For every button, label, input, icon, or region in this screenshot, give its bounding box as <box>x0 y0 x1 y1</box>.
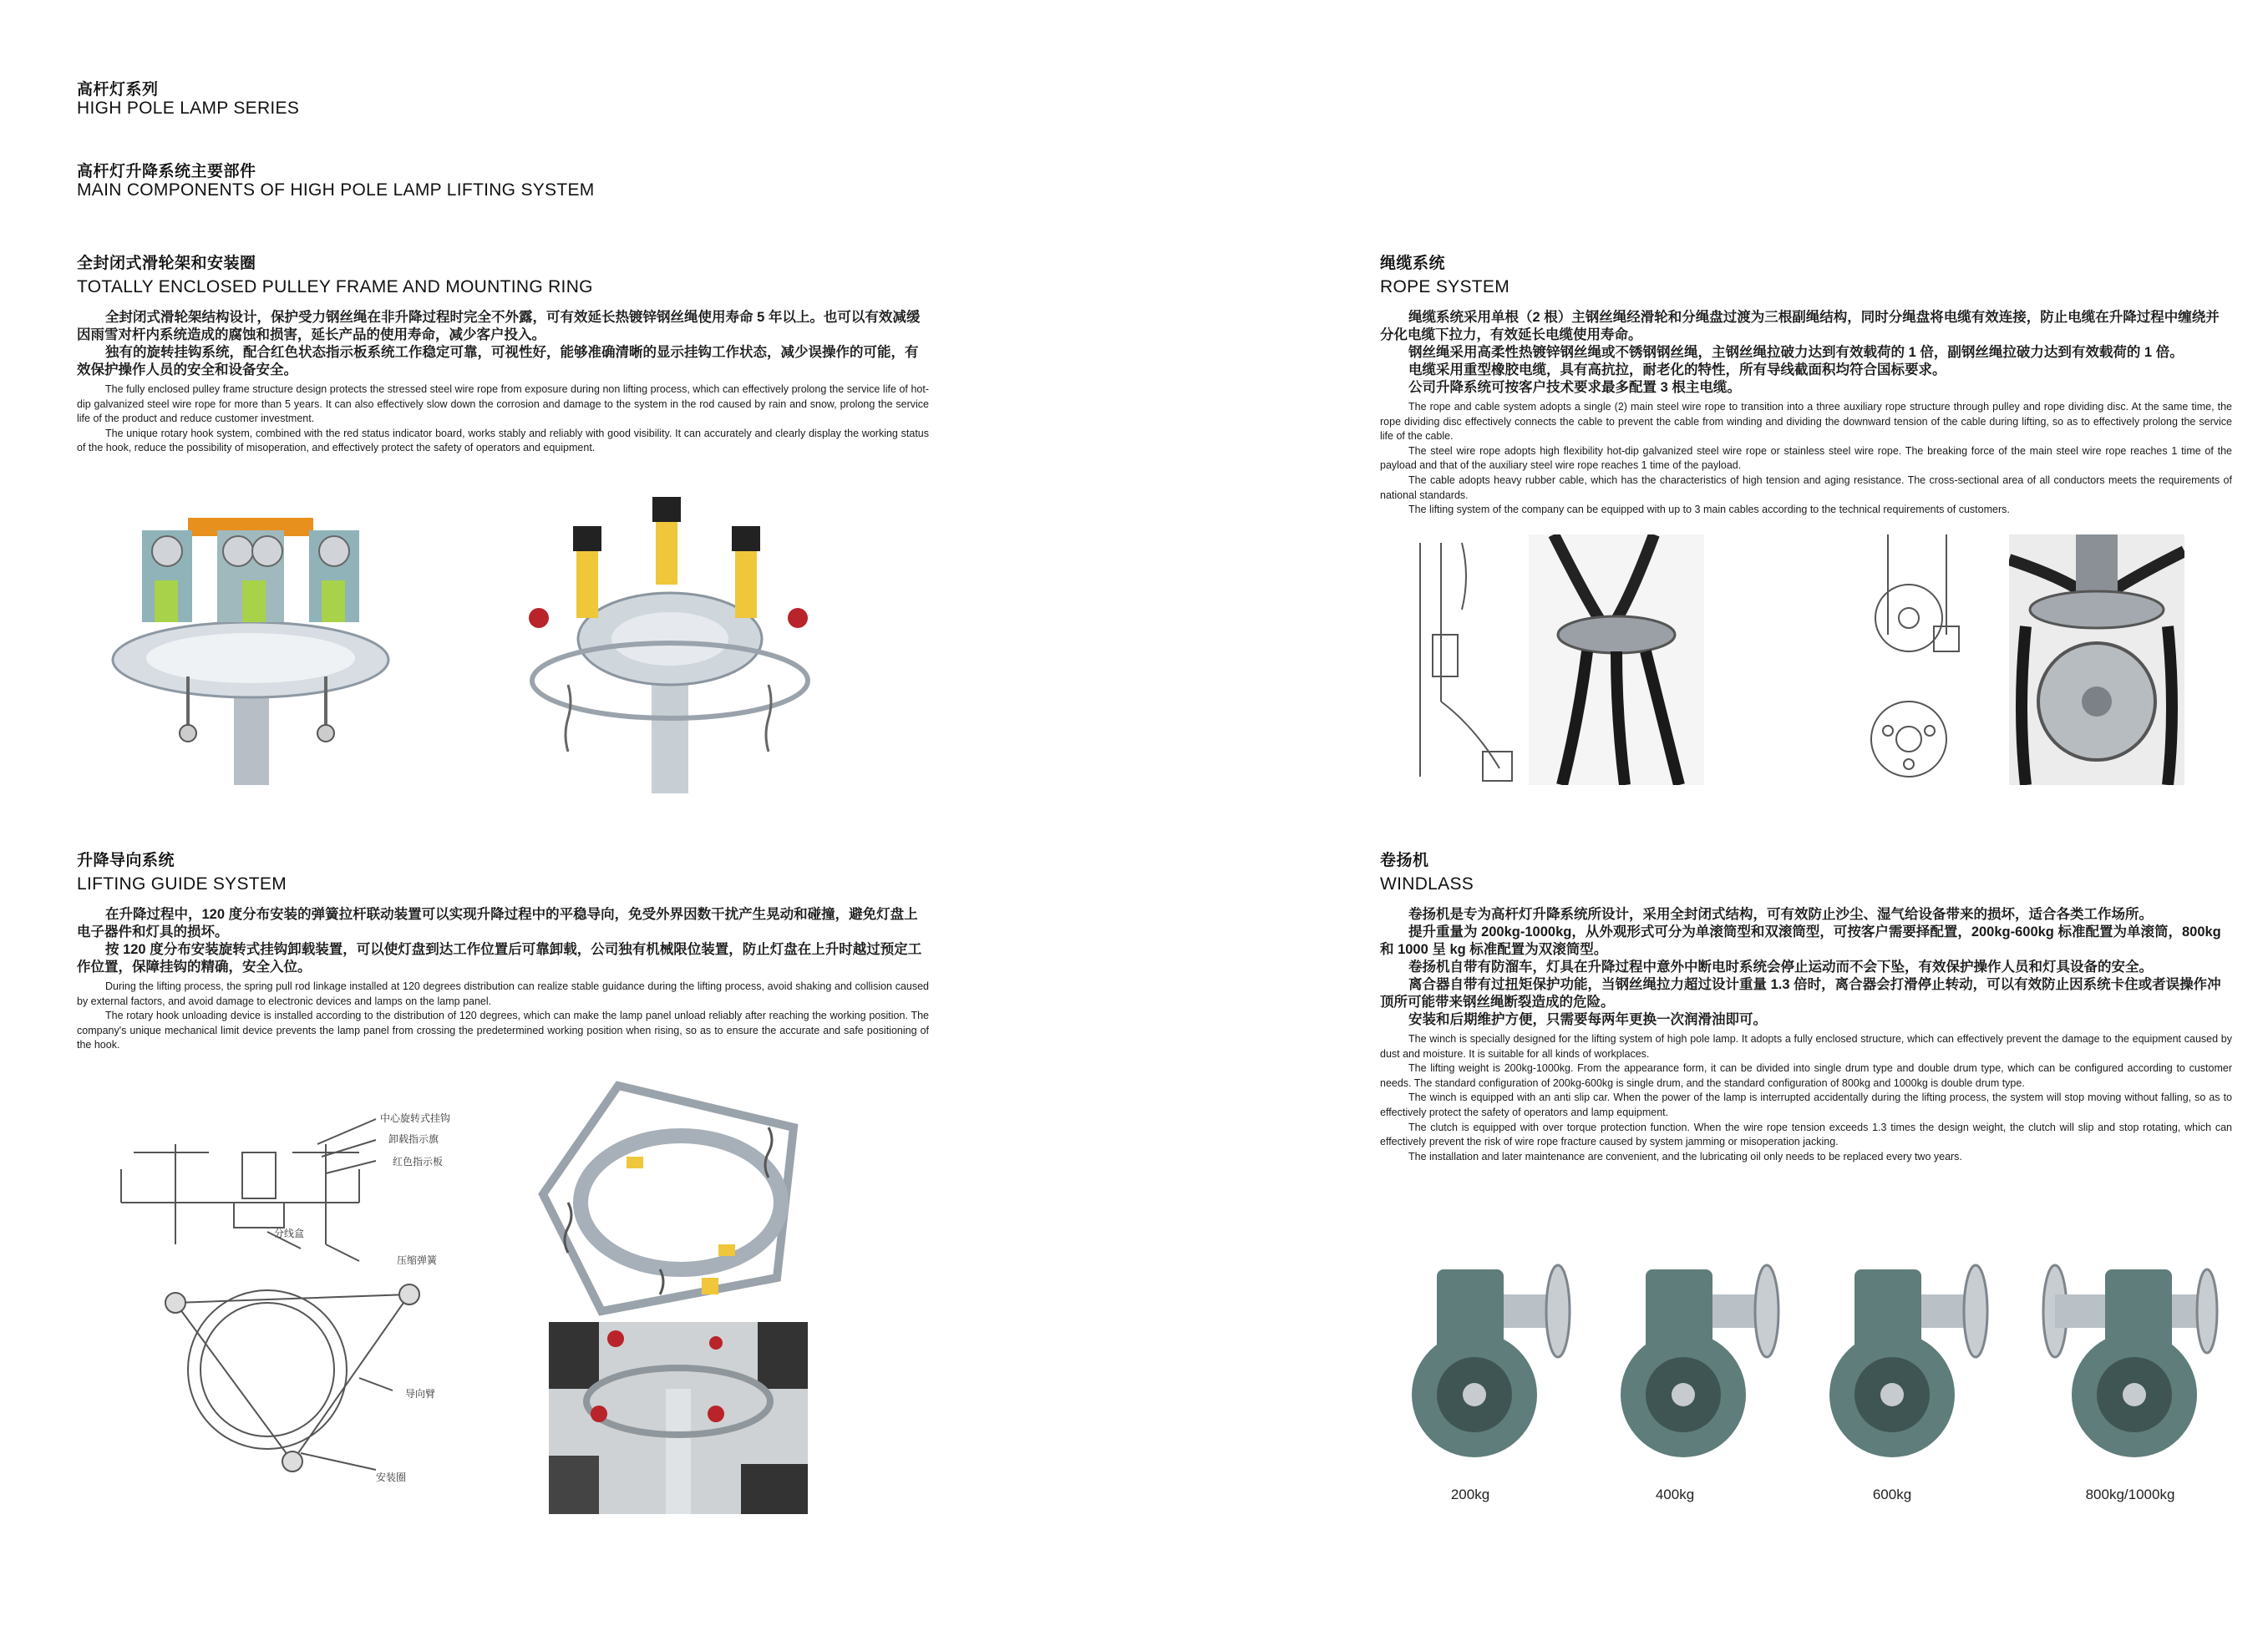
windlass-text-cn: 卷扬机是专为高杆灯升降系统所设计，采用全封闭式结构，可有效防止沙尘、湿气给设备带来的损坏，适合各类工作场所。 提升重量为 200kg-1000kg，从外观形式可分为单滚筒型和双滚筒型，可按客户需要择配置，200kg-600kg 标准配置为单滚筒，800kg 和 1000 呈 kg 标准配置为双滚筒型。 卷扬机自带有防溜车，灯具在升降过程中意外中断电时系统会停止运动而不会下坠，有效保护操作人员和灯具设备的安全。 离合器自带有过扭矩保护功能，当钢丝绳拉力超过设计重量 1.3 倍时，离合器会打滑停止转动，可以有效防止因系统卡住或者误操作冲顶所可能带来钢丝绳断裂造成的危险。 安装和后期维护方便，只需要每两年更换一次润滑油即可。 <box>1380 907 2221 1027</box>
pulley-section <box>77 251 929 456</box>
label-spring: 压缩弹簧 <box>397 1254 438 1266</box>
label-board: 红色指示板 <box>393 1156 444 1168</box>
windlass-section <box>1380 848 2232 1164</box>
rope-title-en: ROPE SYSTEM <box>1380 277 1509 296</box>
label-ring: 安装圈 <box>376 1472 407 1483</box>
pulley-title-cn: 全封闭式滑轮架和安装圈 <box>77 255 256 272</box>
winch-caption-400kg: 400kg <box>1655 1487 1695 1502</box>
winch-caption-200kg: 200kg <box>1450 1487 1490 1502</box>
rope-dividing-disc-image <box>1529 534 1704 785</box>
guide-section <box>77 848 929 1053</box>
series-title-cn: 高杆灯系列 <box>77 81 159 99</box>
windlass-title-cn: 卷扬机 <box>1380 852 1429 869</box>
winch-image-600kg <box>1821 1253 2013 1461</box>
winch-image-400kg <box>1612 1253 1804 1461</box>
rope-text-en: The rope and cable system adopts a single (2) main steel wire rope to transition into a three auxiliary rope structure through pulley and rope dividing disc. At the same time, the rope dividing disc effectively connects the cable to prevent the cable from winding and dividing the downward tension of the cable during lifting, so as to effectively prolong the service life of the cable. The steel wire rope adopts high flexibility hot-dip galvanized steel wire rope or stainless steel wire rope. The breaking force of the main steel wire rope reaches 1 time of the payload and that of the auxiliary steel wire rope reaches 1 time of the payload. The cable adopts heavy rubber cable, which has the characteristics of high tension and aging resistance. The cross-sectional area of all conductors meets the requirements of national standards. The lifting system of the company can be equipped with up to 3 main cables according to the technical requirements of customers. <box>1380 401 2232 516</box>
guide-text-en: During the lifting process, the spring pull rod linkage installed at 120 degrees distribution can realize stable guidance during the lifting process, avoid shaking and collision caused by external factors, and avoid damage to electronic devices and lamps on the lamp panel. The rotary hook unloading device is installed according to the distribution of 120 degrees, which can make the lamp panel unload reliably after reaching the working position. The company's unique mechanical limit device prevents the lamp panel from crossing the predetermined working position when rising, so as to ensure the accurate and safe positioning of the hook. <box>77 980 929 1051</box>
main-title-en: MAIN COMPONENTS OF HIGH POLE LAMP LIFTING SYSTEM <box>77 180 595 200</box>
mounting-ring-image <box>518 493 819 793</box>
winch-image-200kg <box>1403 1253 1596 1461</box>
label-box: 分线盒 <box>274 1228 305 1239</box>
winch-caption-600kg: 600kg <box>1872 1487 1912 1502</box>
pulley-frame-image <box>109 493 409 785</box>
guide-title-cn: 升降导向系统 <box>77 852 175 869</box>
guide-ring-image <box>535 1077 819 1320</box>
rope-section <box>1380 251 2232 518</box>
winch-caption-800kg-1000kg: 800kg/1000kg <box>2085 1487 2175 1502</box>
series-title-en: HIGH POLE LAMP SERIES <box>77 99 300 118</box>
guide-text-cn: 在升降过程中，120 度分布安装的弹簧拉杆联动装置可以实现升降过程中的平稳导向，免受外界因数干扰产生晃动和碰撞，避免灯盘上电子器件和灯具的损坏。 按 120 度分布安装旋转式挂钩卸载装置，可以使灯盘到达工作位置后可靠卸载，公司独有机械限位装置，防止灯盘在上升时越过预定工作位置，保障挂钩的精确，安全入位。 <box>77 907 922 975</box>
guide-installation-image <box>549 1322 808 1514</box>
pulley-title-en: TOTALLY ENCLOSED PULLEY FRAME AND MOUNTING RING <box>77 277 593 296</box>
rope-drawing-2 <box>1863 534 1971 785</box>
label-arm: 导向臂 <box>405 1388 436 1400</box>
rope-pulley-image <box>2009 534 2184 785</box>
pulley-text-cn: 全封闭式滑轮架结构设计，保护受力钢丝绳在非升降过程时完全不外露，可有效延长热镀锌钢丝绳使用寿命 5 年以上。也可以有效减缓因雨雪对杆内系统造成的腐蚀和损害，延长产品的使用寿命，减少客户投入。 独有的旋转挂钩系统，配合红色状态指示板系统工作稳定可靠，可视性好，能够准确清晰的显示挂钩工作状态，减少误操作的可能，有效保护操作人员的安全和设备安全。 <box>77 310 921 377</box>
winch-image-800kg-1000kg <box>2030 1253 2222 1461</box>
windlass-title-en: WINDLASS <box>1380 874 1474 894</box>
label-hook: 中心旋转式挂钩 <box>380 1112 451 1124</box>
rope-text-cn: 绳缆系统采用单根（2 根）主钢丝绳经滑轮和分绳盘过渡为三根副绳结构，同时分绳盘将电缆有效连接，防止电缆在升降过程中缠绕并分化电缆下拉力，有效延长电缆使用寿命。 钢丝绳采用高柔性热镀锌钢丝绳或不锈钢钢丝绳，主钢丝绳拉破力达到有效载荷的 1 倍，副钢丝绳拉破力达到有效载荷的 1 倍。 电缆采用重型橡胶电缆，具有高抗拉，耐老化的特性，所有导线截面积均符合国标要求。 公司升降系统可按客户技术要求最多配置 3 根主电缆。 <box>1380 310 2220 395</box>
pulley-text-en: The fully enclosed pulley frame structure design protects the stressed steel wire rope from exposure during non lifting process, which can effectively prolong the service life of hot-dip galvanized steel wire rope for more than 5 years. It can also effectively slow down the corrosion and damage to the system in the rod caused by rain and snow, prolong the service life of the product and reduce customer investment. The unique rotary hook system, combined with the red status indicator board, works stably and reliably with good visibility. It can accurately and clearly display the working status of the hook, reduce the possibility of misoperation, and effectively protect the safety of operators and equipment. <box>77 383 929 454</box>
label-flag: 卸载指示旗 <box>388 1133 439 1145</box>
rope-title-cn: 绳缆系统 <box>1380 255 1446 272</box>
main-title-cn: 高杆灯升降系统主要部件 <box>77 163 256 180</box>
guide-technical-drawing <box>109 1094 493 1487</box>
guide-title-en: LIFTING GUIDE SYSTEM <box>77 874 287 894</box>
rope-drawing-1 <box>1403 534 1529 785</box>
windlass-text-en: The winch is specially designed for the lifting system of high pole lamp. It adopts a fully enclosed structure, which can effectively prevent the damage to the equipment caused by dust and moisture. It is suitable for all kinds of workplaces. The lifting weight is 200kg-1000kg. From the appearance form, it can be divided into single drum type and double drum type, which can be configured according to customer needs. The standard configuration of 200kg-600kg is single drum, and the standard configuration of 800kg and 1000kg is double drum type. The winch is equipped with an anti slip car. When the power of the lamp is interrupted accidentally during the lifting process, the system will stop moving without falling, so as to effectively protect the safety of operators and lamp equipment. The clutch is equipped with over torque protection function. When the wire rope tension exceeds 1.3 times the design weight, the clutch will slip and stop rotating, which can effectively prevent the risk of wire rope fracture caused by system jamming or misoperation jacking. The installation and later maintenance are convenient, and the lubricating oil only needs to be replaced every two years. <box>1380 1033 2232 1163</box>
